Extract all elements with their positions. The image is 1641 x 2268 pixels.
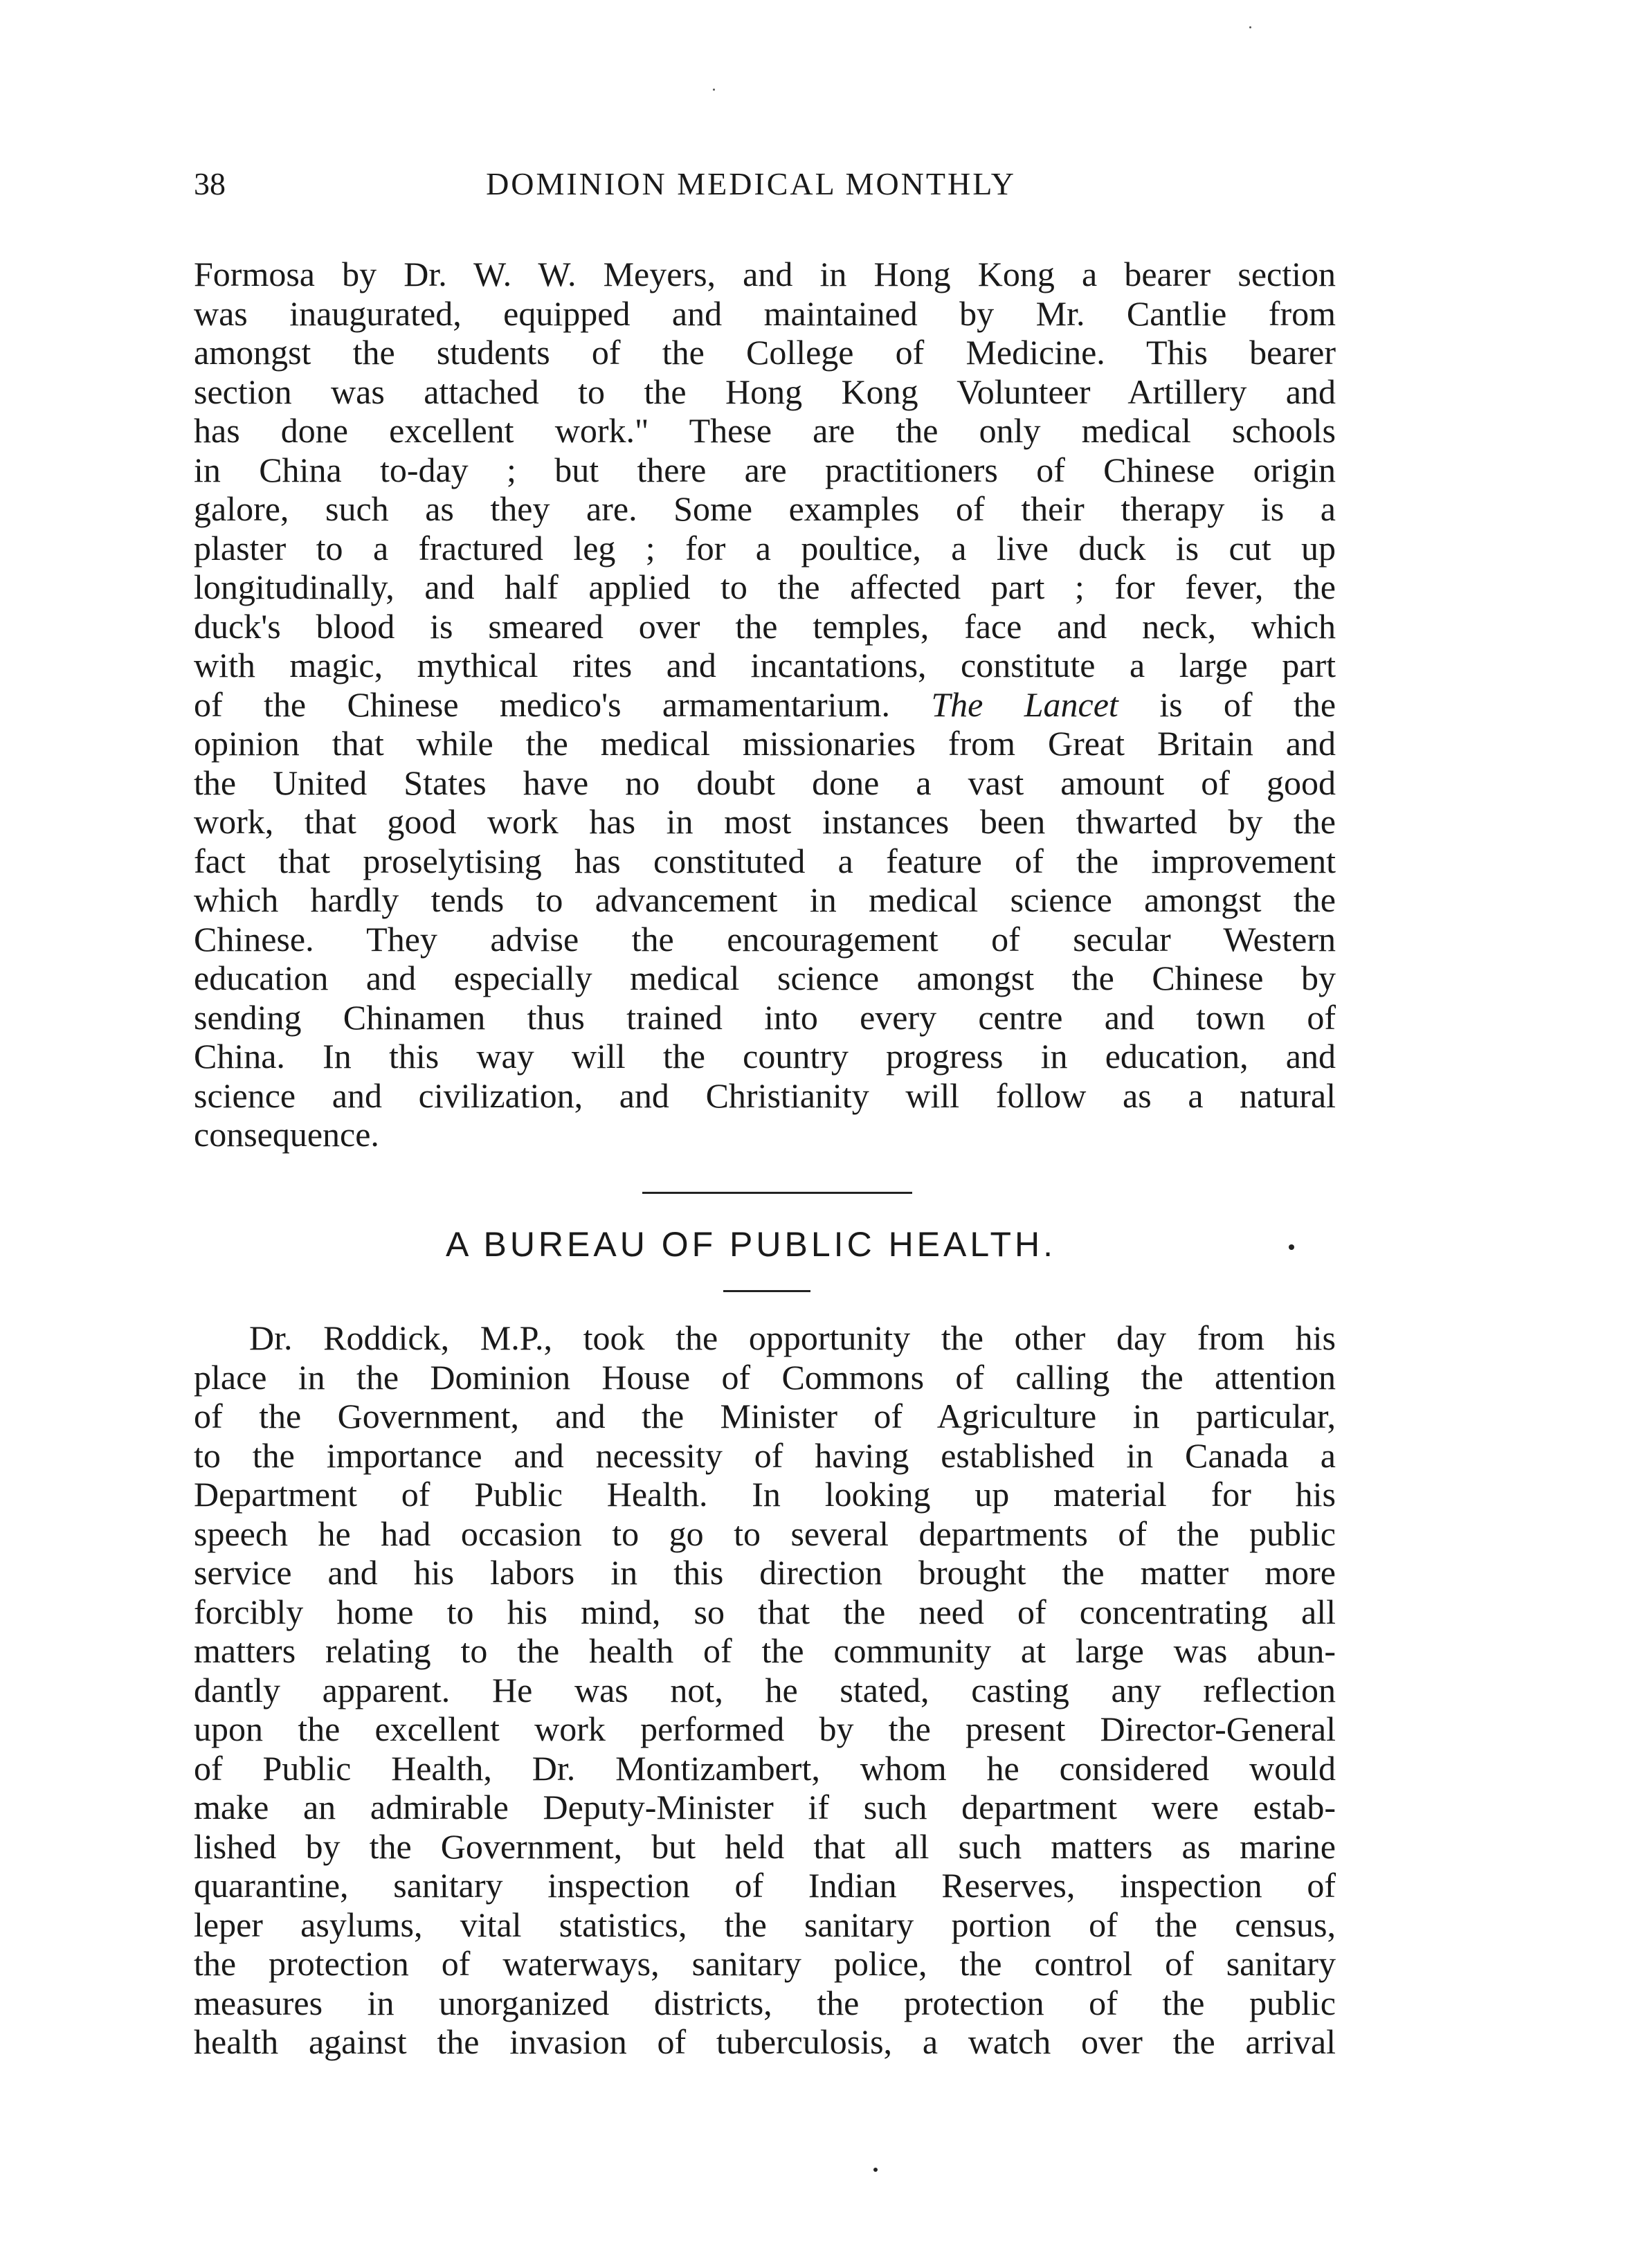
text-line: fact that proselytising has constituted a feature of the improvement xyxy=(194,841,1336,880)
text-line: quarantine, sanitary inspection of Indian Reserves, inspection of xyxy=(194,1866,1336,1905)
text-line: of the Government, and the Minister of Agriculture in particular, xyxy=(194,1397,1336,1435)
continued-article-text xyxy=(194,255,1336,1154)
section-divider xyxy=(642,1192,912,1194)
text-line: has done excellent work." These are the only medical schools xyxy=(194,411,1336,450)
text-line: forcibly home to his mind, so that the need of concentrating all xyxy=(194,1592,1336,1631)
text-line: matters relating to the health of the community at large was abun- xyxy=(194,1631,1336,1670)
text-line: China. In this way will the country progress in education, and xyxy=(194,1037,1336,1076)
text-line: with magic, mythical rites and incantations, constitute a large part xyxy=(194,646,1336,684)
text-line: Dr. Roddick, M.P., took the opportunity the other day from his xyxy=(249,1318,1336,1357)
text-line: to the importance and necessity of having established in Canada a xyxy=(194,1435,1336,1475)
text-line: duck's blood is smeared over the temples, face and neck, which xyxy=(194,606,1336,646)
journal-title: The Lancet xyxy=(931,684,1118,724)
text-line: in China to-day ; but there are practitioners of Chinese origin xyxy=(194,450,1336,489)
section-body-text xyxy=(194,1318,1336,2062)
section-heading: A BUREAU OF PUBLIC HEALTH. xyxy=(445,1225,1057,1264)
text-line: education and especially medical science amongst the Chinese by xyxy=(194,959,1336,997)
text-line: speech he had occasion to go to several departments of the public xyxy=(194,1514,1336,1553)
text-line: of Public Health, Dr. Montizambert, whom he considered would xyxy=(194,1748,1336,1788)
text-line: section was attached to the Hong Kong Volunteer Artillery and xyxy=(194,372,1336,411)
print-speck xyxy=(713,89,715,91)
page-number: 38 xyxy=(194,166,226,201)
text-line: service and his labors in this direction brought the matter more xyxy=(194,1553,1336,1592)
text-line: plaster to a fractured leg ; for a poultice, a live duck is cut up xyxy=(194,528,1336,568)
text-line: dantly apparent. He was not, he stated, casting any reflection xyxy=(194,1670,1336,1709)
text-fragment: is of the xyxy=(1159,684,1336,724)
text-line: was inaugurated, equipped and maintained by Mr. Cantlie from xyxy=(194,293,1336,333)
text-line: opinion that while the medical missionaries from Great Britain and xyxy=(194,724,1336,763)
text-line: the United States have no doubt done a vast amount of good xyxy=(194,763,1336,802)
text-line: galore, such as they are. Some examples of their therapy is a xyxy=(194,489,1336,528)
print-mark xyxy=(1289,1244,1294,1250)
heading-underline xyxy=(723,1290,810,1292)
text-line: health against the invasion of tuberculosis, a watch over the arrival xyxy=(194,2022,1336,2061)
text-line: work, that good work has in most instances been thwarted by the xyxy=(194,802,1336,841)
text-line: consequence. xyxy=(194,1115,379,1154)
text-line-with-citation xyxy=(194,685,1336,725)
text-line: leper asylums, vital statistics, the sanitary portion of the census, xyxy=(194,1905,1336,1944)
text-line: make an admirable Deputy-Minister if such department were estab- xyxy=(194,1788,1336,1826)
text-line: science and civilization, and Christianity will follow as a natural xyxy=(194,1076,1336,1115)
text-line: Chinese. They advise the encouragement of secular Western xyxy=(194,919,1336,959)
text-line: upon the excellent work performed by the present Director-General xyxy=(194,1709,1336,1748)
text-line: Department of Public Health. In looking up material for his xyxy=(194,1475,1336,1514)
print-speck xyxy=(1249,26,1251,28)
text-line: place in the Dominion House of Commons of calling the attention xyxy=(194,1357,1336,1397)
text-line: sending Chinamen thus trained into every centre and town of xyxy=(194,997,1336,1037)
text-line: amongst the students of the College of Medicine. This bearer xyxy=(194,333,1336,372)
text-line: the protection of waterways, sanitary police, the control of sanitary xyxy=(194,1944,1336,1983)
running-title: DOMINION MEDICAL MONTHLY xyxy=(486,166,1016,201)
print-mark xyxy=(873,2168,878,2172)
text-line: lished by the Government, but held that all such matters as marine xyxy=(194,1826,1336,1866)
text-line: which hardly tends to advancement in medical science amongst the xyxy=(194,880,1336,919)
text-line: measures in unorganized districts, the protection of the public xyxy=(194,1983,1336,2022)
text-fragment: of the Chinese medico's armamentarium. xyxy=(194,684,890,724)
text-line: Formosa by Dr. W. W. Meyers, and in Hong Kong a bearer section xyxy=(194,255,1336,293)
text-line: longitudinally, and half applied to the affected part ; for fever, the xyxy=(194,568,1336,606)
